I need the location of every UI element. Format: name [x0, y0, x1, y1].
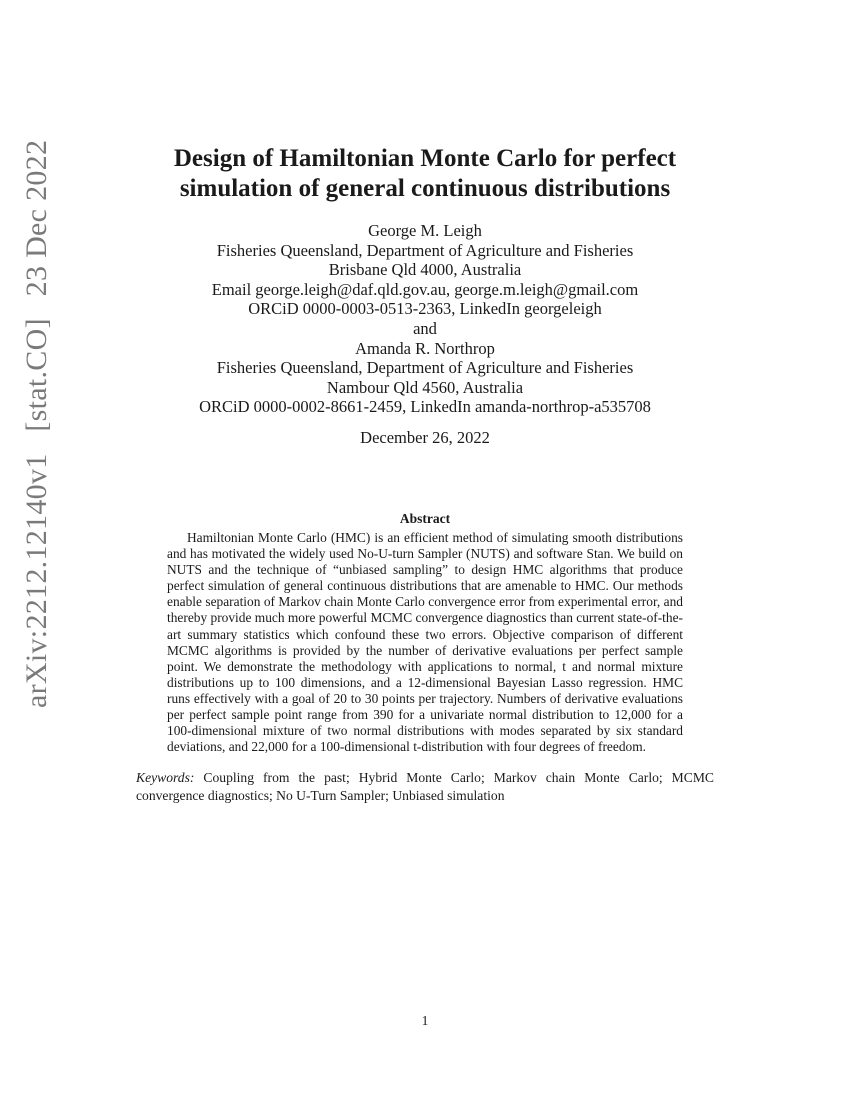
arxiv-id: arXiv:2212.12140v1 — [20, 453, 53, 708]
author-name: George M. Leigh — [368, 221, 482, 240]
title-line-1: Design of Hamiltonian Monte Carlo for perfect — [173, 145, 677, 172]
author-affiliation: Fisheries Queensland, Department of Agriculture and Fisheries — [216, 358, 634, 378]
author-affiliation: Fisheries Queensland, Department of Agriculture and Fisheries — [216, 240, 634, 260]
keywords-list: Coupling from the past; Hybrid Monte Carlo; Markov chain Monte Carlo; MCMC convergence diagnostics; No U-Turn Sampler; Unbiased simulation — [136, 770, 714, 803]
author-address: Nambour Qld 4560, Australia — [326, 377, 524, 397]
author-separator: and — [413, 318, 437, 338]
paper-title — [100, 144, 750, 204]
abstract-heading: Abstract — [399, 511, 451, 526]
author-block — [100, 221, 750, 417]
author-name: Amanda R. Northrop — [355, 338, 495, 358]
arxiv-date: 23 Dec 2022 — [20, 139, 53, 297]
page-number: 1 — [421, 1013, 429, 1028]
author-email: Email george.leigh@daf.qld.gov.au, george.m.leigh@gmail.com — [211, 279, 639, 299]
arxiv-category: [stat.CO] — [20, 318, 53, 432]
author-address: Brisbane Qld 4000, Australia — [328, 260, 522, 280]
keywords-label: Keywords: — [136, 770, 195, 785]
arxiv-stamp — [20, 126, 54, 708]
paper-date: December 26, 2022 — [360, 428, 490, 447]
abstract-body: Hamiltonian Monte Carlo (HMC) is an efficient method of simulating smooth distributions and has motivated the widely used No-U-turn Sampler (NUTS) and software Stan. We build on NUTS and the technique of “unbiased sampling” to design HMC algorithms that produce perfect simulation of general continuous distributions that are amenable to HMC. Our methods enable separation of Markov chain Monte Carlo convergence error from experimental error, and thereby provide much more powerful MCMC convergence diagnostics than current state-of-the-art summary statistics which confound these two errors. Objective comparison of different MCMC algorithms is provided by the number of derivative evaluations per perfect sample point. We demonstrate the methodology with applications to normal, t and normal mixture distributions up to 100 dimensions, and a 12-dimensional Bayesian Lasso regression. HMC runs effectively with a goal of 20 to 30 points per trajectory. Numbers of derivative evaluations per perfect sample point range from 390 for a univariate normal distribution to 12,000 for a 100-dimensional mixture of two normal distributions with modes separated by six standard deviations, and 22,000 for a 100-dimensional t-distribution with four degrees of freedom. — [167, 530, 683, 755]
keywords — [136, 769, 714, 804]
title-line-2: simulation of general continuous distributions — [179, 175, 671, 202]
author-ids: ORCiD 0000-0002-8661-2459, LinkedIn amanda-northrop-a535708 — [199, 397, 651, 417]
author-ids: ORCiD 0000-0003-0513-2363, LinkedIn georgeleigh — [248, 299, 602, 319]
